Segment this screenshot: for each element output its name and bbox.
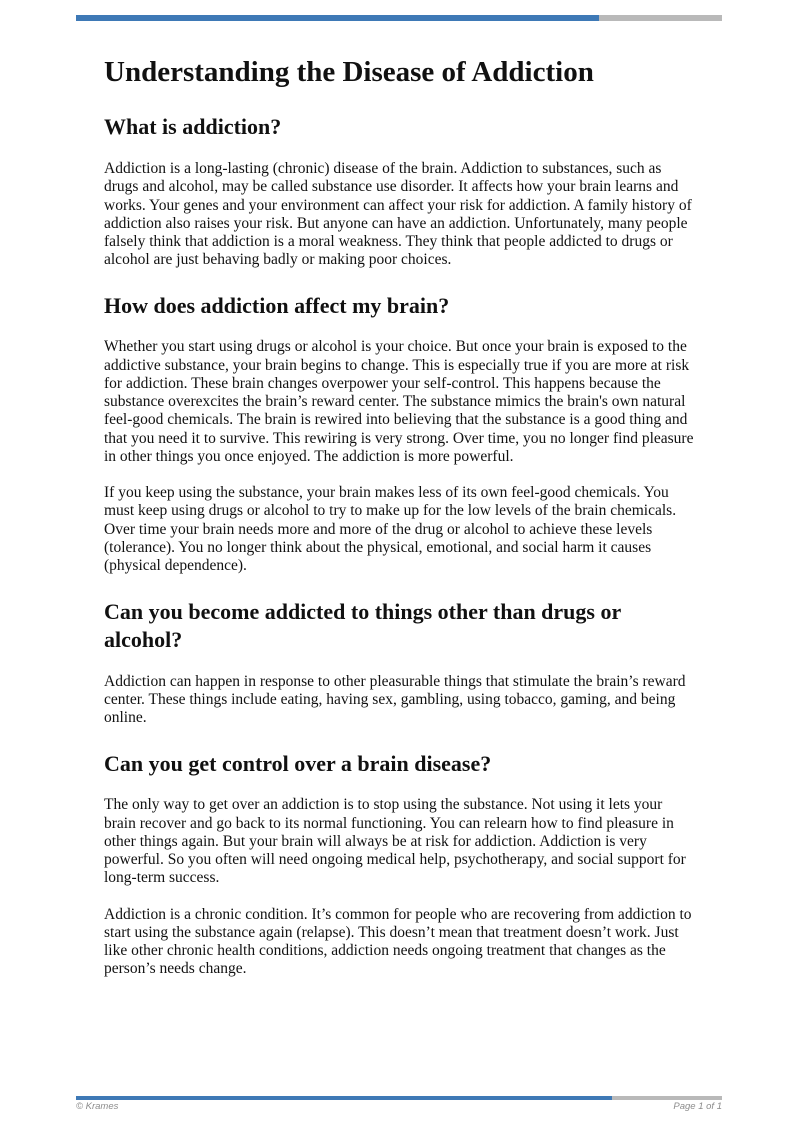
- page-number: Page 1 of 1: [673, 1101, 722, 1112]
- copyright-text: © Krames: [76, 1101, 119, 1112]
- footer: [76, 1101, 722, 1112]
- footer-rule: [76, 1096, 722, 1100]
- paragraph: Addiction is a long-lasting (chronic) disease of the brain. Addiction to substances, such as drugs and alcohol, may be called substance use disorder. It affects how your brain learns and works. Your genes and your environment can affect your risk for addiction. A family history of addiction also raises your risk. But anyone can have an addiction. Unfortunately, many people falsely think that addiction is a moral weakness. They think that people addicted to drugs or alcohol are just behaving badly or making poor choices.: [104, 159, 692, 269]
- document-body: [104, 56, 696, 997]
- header-rule-gray: [599, 15, 722, 21]
- paragraph: Whether you start using drugs or alcohol is your choice. But once your brain is exposed to the addictive substance, your brain begins to change. This is especially true if you are more at risk for addiction. These brain changes overpower your self-control. This happens because the substance overexcites the brain’s reward center. The substance mimics the brain's own natural feel-good chemicals. The brain is rewired into believing that the substance is a good thing and that you need it to survive. This rewiring is very strong. Over time, you no longer find pleasure in other things you once enjoyed. The addiction is more powerful.: [104, 338, 694, 465]
- paragraph: Addiction is a chronic condition. It’s common for people who are recovering from addiction to start using the substance again (relapse). This doesn’t mean that treatment doesn’t work. Just like other chronic health conditions, addiction needs ongoing treatment that changes as the person’s needs change.: [104, 905, 692, 978]
- footer-rule-gray: [612, 1096, 722, 1100]
- section-heading-affect-brain: How does addiction affect my brain?: [104, 292, 450, 318]
- section-heading-what-is-addiction: What is addiction?: [104, 114, 282, 140]
- section-heading-get-control: Can you get control over a brain disease?: [104, 750, 492, 776]
- paragraph: If you keep using the substance, your brain makes less of its own feel-good chemicals. You must keep using drugs or alcohol to try to make up for the low levels of the brain chemicals. Over time your brain needs more and more of the drug or alcohol to achieve these levels (tolerance). You no longer think about the physical, emotional, and social harm it causes (physical dependence).: [104, 484, 677, 575]
- paragraph: Addiction can happen in response to other pleasurable things that stimulate the brain’s reward center. These things include eating, having sex, gambling, using tobacco, gaming, and being online.: [104, 672, 686, 727]
- section-heading-other-addictions: Can you become addicted to things other than drugs or alcohol?: [104, 598, 621, 653]
- paragraph: The only way to get over an addiction is to stop using the substance. Not using it lets your brain recover and go back to its normal functioning. You can relearn how to find pleasure in other things again. But your brain will always be at risk for addiction. Addiction is very powerful. So you often will need ongoing medical help, psychotherapy, and social support for long-term success.: [104, 796, 686, 887]
- page-title: Understanding the Disease of Addiction: [104, 56, 594, 88]
- footer-rule-accent: [76, 1096, 612, 1100]
- header-rule-accent: [76, 15, 599, 21]
- header-rule: [76, 15, 722, 21]
